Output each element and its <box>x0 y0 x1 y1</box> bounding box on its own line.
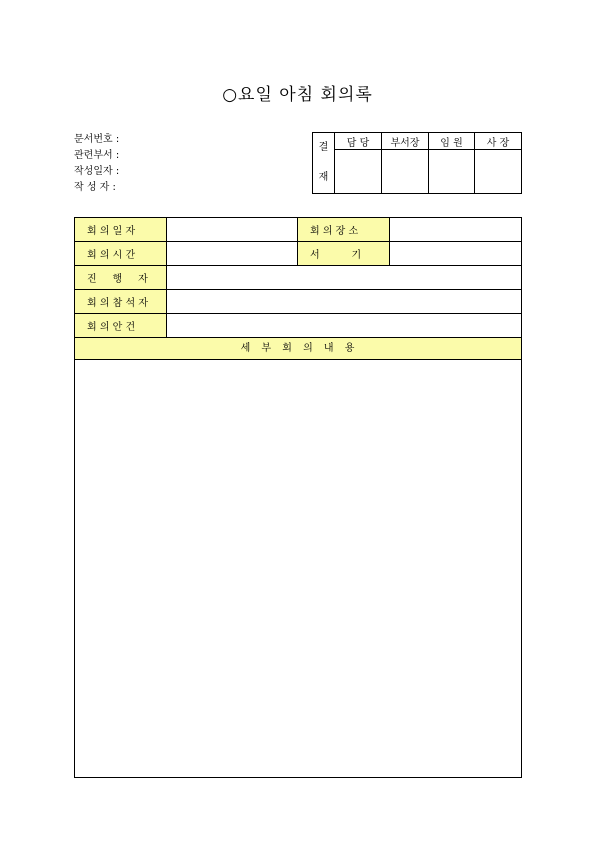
approval-box <box>312 132 522 194</box>
approval-header-president: 사 장 <box>475 133 522 150</box>
attendees-field[interactable] <box>167 290 521 313</box>
form-row-facilitator <box>75 266 521 290</box>
secretary-field[interactable] <box>390 242 521 265</box>
approval-sign-executive[interactable] <box>429 150 475 194</box>
form-row-date-place <box>75 218 521 242</box>
approval-sign-staff[interactable] <box>335 150 382 194</box>
form-row-attendees <box>75 290 521 314</box>
form-row-time-secretary <box>75 242 521 266</box>
agenda-field[interactable] <box>167 314 521 337</box>
meeting-date-field[interactable] <box>167 218 298 241</box>
form-row-agenda <box>75 314 521 338</box>
written-date-label: 작성일자 : <box>74 166 120 177</box>
document-title: ○요일 아침 회의록 <box>222 85 373 105</box>
meeting-place-field[interactable] <box>390 218 521 241</box>
details-field[interactable] <box>75 360 521 777</box>
doc-number-label: 문서번호 : <box>74 134 120 145</box>
meeting-place-label: 회 의 장 소 <box>298 218 390 241</box>
attendees-label: 회 의 참 석 자 <box>75 290 167 313</box>
approval-header-dept-head: 부서장 <box>382 133 429 150</box>
meeting-time-label: 회 의 시 간 <box>75 242 167 265</box>
meeting-time-field[interactable] <box>167 242 298 265</box>
approval-header-staff: 담 당 <box>335 133 382 150</box>
approval-side-label <box>313 133 335 194</box>
approval-sign-dept-head[interactable] <box>382 150 429 194</box>
document-meta <box>74 132 119 196</box>
secretary-label: 서 기 <box>298 242 390 265</box>
author-label: 작 성 자 : <box>74 182 116 193</box>
details-header: 세 부 회 의 내 용 <box>75 338 521 360</box>
facilitator-field[interactable] <box>167 266 521 289</box>
meeting-form <box>74 217 522 778</box>
approval-side-bottom: 재 <box>318 172 329 183</box>
approval-side-top: 결 <box>318 142 329 153</box>
approval-sign-president[interactable] <box>475 150 522 194</box>
agenda-label: 회 의 안 건 <box>75 314 167 337</box>
facilitator-label: 진 행 자 <box>75 266 167 289</box>
related-dept-label: 관련부서 : <box>74 150 120 161</box>
meeting-date-label: 회 의 일 자 <box>75 218 167 241</box>
approval-header-executive: 임 원 <box>429 133 475 150</box>
